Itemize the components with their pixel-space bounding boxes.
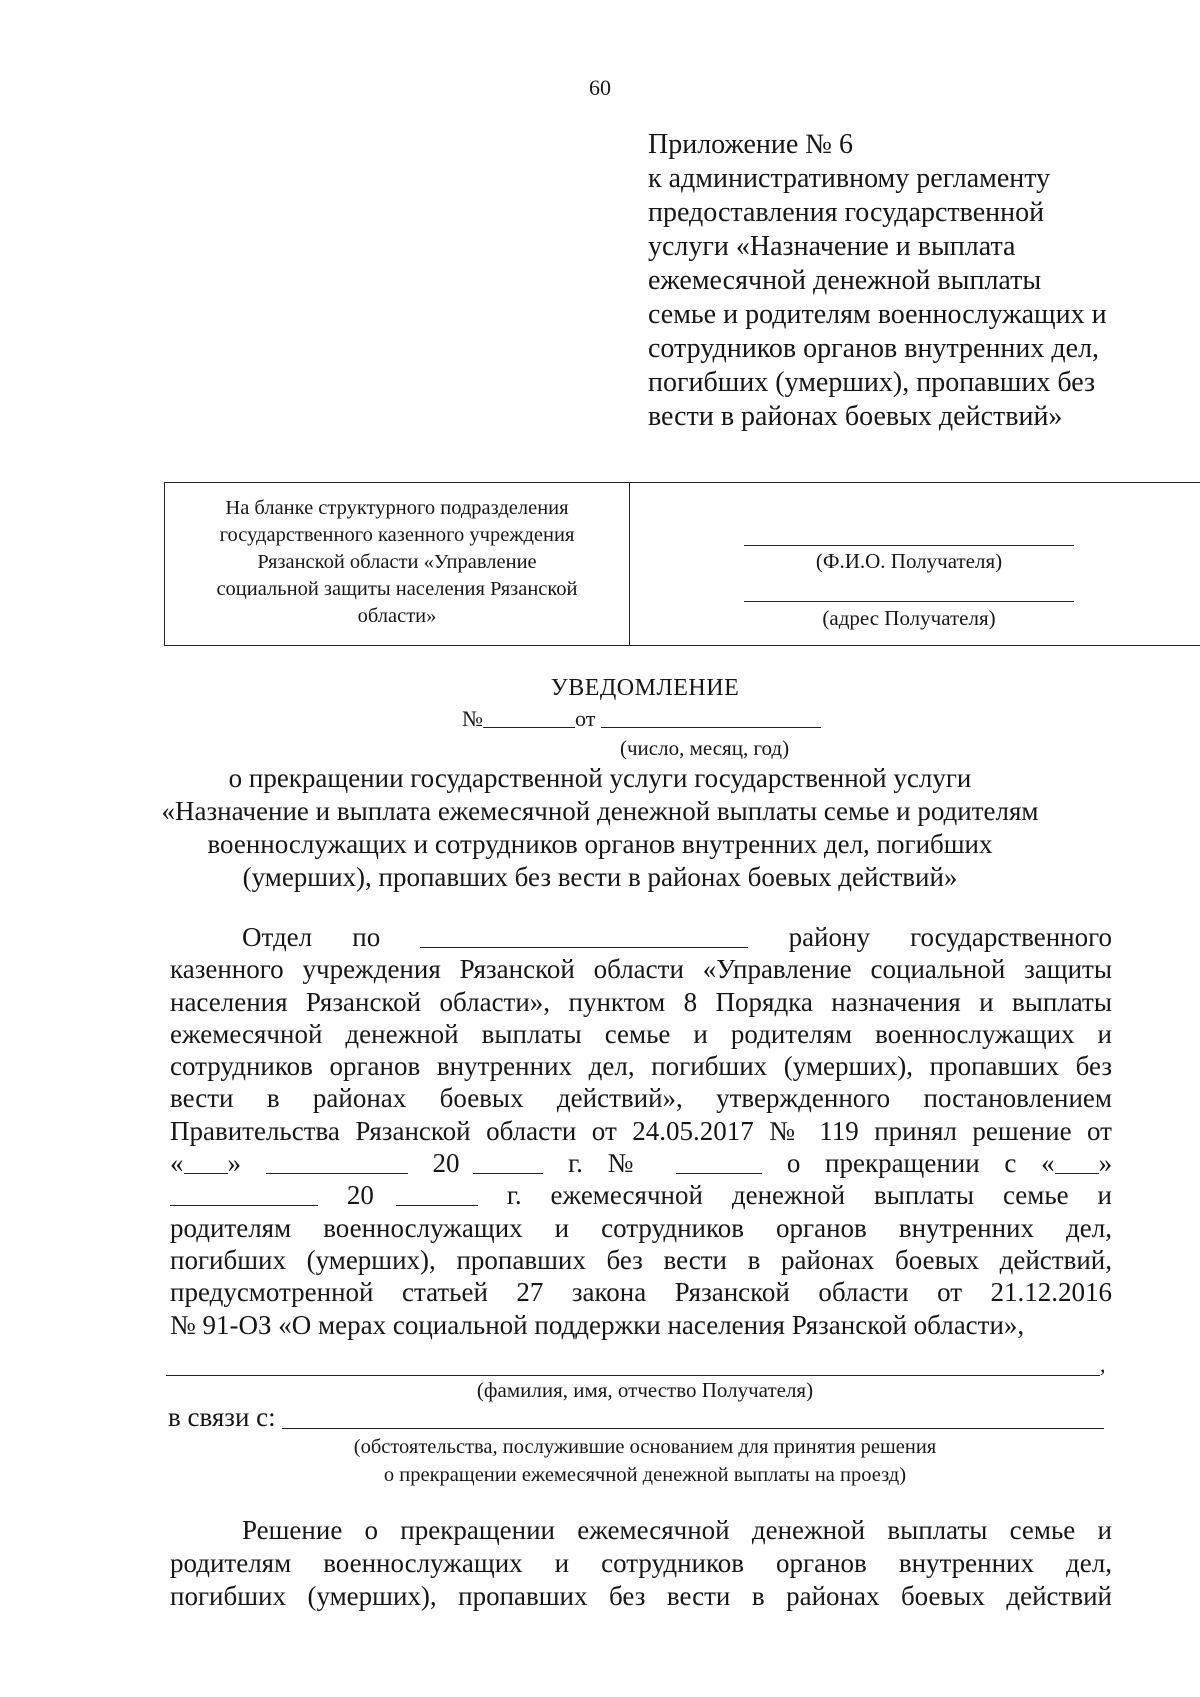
number-label: № [462, 706, 483, 731]
appendix-line: погибших (умерших), пропавших без [648, 367, 1096, 398]
body-line: предусмотренной статьей 27 закона Рязанской области от 21.12.2016 [170, 1277, 1112, 1308]
recipient-address-field[interactable] [744, 601, 1074, 602]
appendix-line: услуги «Назначение и выплата [648, 231, 1016, 262]
page-number: 60 [589, 75, 611, 100]
body-line: погибших (умерших), пропавших без вести в районах боевых действий, [170, 1244, 1112, 1275]
reason-caption-line: (обстоятельства, послужившие основанием для принятия решения [353, 1436, 937, 1458]
body-line: Отдел по району государственного [242, 922, 1112, 952]
recipient-name-caption: (Ф.И.О. Получателя) [815, 549, 1003, 573]
appendix-line: сотрудников органов внутренних дел, [648, 333, 1100, 364]
subject-line: о прекращении государственной услуги государственной услуги [228, 763, 972, 793]
district-field[interactable] [420, 925, 748, 948]
reason-field[interactable] [282, 1428, 1104, 1429]
letterhead-line: области» [357, 605, 437, 627]
recipient-fio-field[interactable] [166, 1375, 1100, 1376]
subject-line: военнослужащих и сотрудников органов внутренних дел, погибших [207, 829, 993, 859]
from-label: от [575, 706, 596, 731]
body-line: « » 20 г. № о прекращении с « » [170, 1148, 1113, 1179]
appendix-line: ежемесячной денежной выплаты [648, 265, 1042, 296]
body-line: сотрудников органов внутренних дел, погибших (умерших), пропавших без [170, 1051, 1112, 1082]
body-line: 20 г. ежемесячной денежной выплаты семье и [170, 1179, 1112, 1211]
subject-line: «Назначение и выплата ежемесячной денежной выплаты семье и родителям [161, 796, 1039, 826]
decision-line: Решение о прекращении ежемесячной денежной выплаты семье и [242, 1515, 1112, 1545]
notice-number-row [462, 706, 821, 732]
reason-caption [0, 1433, 1200, 1489]
body-line: казенного учреждения Рязанской области «Управление социальной защиты [170, 954, 1112, 985]
appendix-line: вести в районах боевых действий» [648, 401, 1063, 432]
fio-caption: (фамилия, имя, отчество Получателя) [476, 1378, 814, 1402]
stop-year-field[interactable] [396, 1183, 478, 1206]
notice-subject [0, 762, 1200, 894]
letterhead-line: Рязанской области «Управление [257, 551, 537, 573]
body-line: вести в районах боевых действий», утвержденного постановлением [170, 1083, 1112, 1114]
notice-number-field[interactable] [483, 709, 575, 728]
decision-line: погибших (умерших), пропавших без вести в районах боевых действий [170, 1581, 1112, 1611]
body-line: Правительства Рязанской области от 24.05.2017 № 119 принял решение от [170, 1115, 1112, 1146]
letterhead-line: На бланке структурного подразделения [225, 497, 569, 519]
date-caption: (число, месяц, год) [620, 736, 790, 760]
decision-line: родителям военнослужащих и сотрудников органов внутренних дел, [170, 1548, 1112, 1578]
reason-caption-line: о прекращении ежемесячной денежной выплаты на проезд) [383, 1464, 907, 1486]
appendix-line: к административному регламенту [648, 163, 1051, 194]
body-paragraph [170, 921, 1112, 1341]
body-line: населения Рязанской области», пунктом 8 Порядка назначения и выплаты [170, 986, 1112, 1017]
stop-day-field[interactable] [1055, 1151, 1099, 1174]
recipient-name-field[interactable] [744, 545, 1074, 546]
decision-paragraph [170, 1514, 1112, 1613]
fio-comma: , [1100, 1352, 1106, 1377]
decision-year-field[interactable] [473, 1151, 543, 1174]
body-line: № 91-ОЗ «О мерах социальной поддержки населения Рязанской области», [170, 1309, 1025, 1340]
body-line: родителям военнослужащих и сотрудников органов внутренних дел, [170, 1212, 1112, 1243]
notice-date-field[interactable] [601, 709, 821, 728]
stop-month-field[interactable] [170, 1183, 318, 1206]
decision-day-field[interactable] [184, 1151, 228, 1174]
letterhead-line: государственного казенного учреждения [219, 524, 575, 546]
decision-month-field[interactable] [266, 1151, 408, 1174]
header-table [164, 482, 1200, 646]
appendix-block [648, 128, 1188, 434]
subject-line: (умерших), пропавших без вести в районах боевых действий» [242, 862, 958, 892]
appendix-line: Приложение № 6 [648, 129, 853, 160]
notice-title: УВЕДОМЛЕНИЕ [550, 675, 740, 701]
recipient-address-caption: (адрес Получателя) [822, 606, 996, 630]
letterhead-line: социальной защиты населения Рязанской [216, 578, 578, 600]
body-line: ежемесячной денежной выплаты семье и родителям военнослужащих и [170, 1018, 1112, 1049]
letterhead-cell [164, 483, 630, 645]
appendix-line: предоставления государственной [648, 197, 1045, 228]
recipient-cell [632, 483, 1200, 645]
appendix-line: семье и родителям военнослужащих и [648, 299, 1107, 330]
decision-number-field[interactable] [676, 1151, 762, 1174]
due-label: в связи с: [168, 1402, 276, 1432]
